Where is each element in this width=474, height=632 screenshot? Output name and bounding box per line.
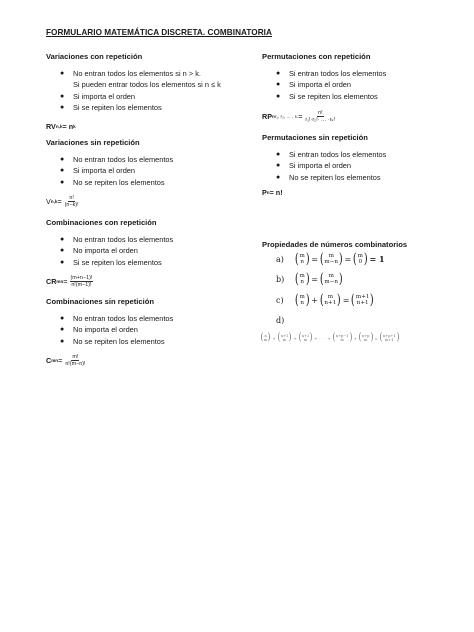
list-item: ● No se repiten los elementos [60, 336, 165, 346]
list-item: ● Si se repiten los elementos [276, 91, 378, 101]
formula-c: C m n = $\frac{m!}{n!(m-n)!}$ [46, 354, 86, 368]
property-c: c) ( m n ) + ( m n+1 ) = ( m+1 n+1 ) [276, 292, 375, 308]
criteria-list [46, 234, 246, 268]
bullet-icon: ● [60, 326, 65, 334]
bullet-icon: ● [276, 173, 281, 181]
list-item: ● Si importa el orden [276, 161, 352, 171]
list-item: ● Si se repiten los elementos [60, 257, 162, 267]
fraction: $\frac{m!}{n!(m-n)!}$ [65, 354, 86, 368]
property-d-row: ( n m ) + ( n+1 m ) + ( n+2 m ) + · · · + ( n+p−1 m ) + ( n+p m ) = ( n+p+1 m+1 ) [260, 332, 400, 343]
formula-v: V n,k = $\frac{n!}{(n-k)!}$ [46, 195, 79, 209]
fraction: $\frac{n!}{(n-k)!}$ [64, 195, 79, 209]
list-item: ● No entran todos los elementos [60, 155, 174, 164]
bullet-icon: ● [276, 92, 281, 100]
bullet-icon: ● [60, 337, 65, 345]
bullet-icon: ● [60, 70, 65, 77]
list-item: ● No entran todos los elementos [60, 235, 174, 244]
bullet-icon: ● [60, 236, 65, 243]
section-heading: Propiedades de números combinatorios [262, 240, 408, 249]
section-permutaciones-con-repeticion [262, 52, 462, 124]
section-variaciones-sin-repeticion [46, 138, 246, 209]
list-item: ● Si entran todos los elementos [276, 150, 387, 159]
page-title: FORMULARIO MATEMÁTICA DISCRETA. COMBINATORIA [46, 28, 272, 37]
fraction: $\frac{(m+n-1)!}{n!(m-1)!}$ [70, 275, 93, 289]
list-item: ● Si importa el orden [276, 80, 352, 90]
formula-cr: CR m n = $\frac{(m+n-1)!}{n!(m-1)!}$ [46, 275, 93, 289]
bullet-icon: ● [60, 167, 65, 175]
bullet-icon: ● [60, 315, 65, 322]
list-item: ● No entran todos los elementos [60, 314, 174, 323]
property-d: d) [276, 316, 285, 325]
section-combinaciones-sin-repeticion [46, 297, 246, 368]
criteria-list [46, 313, 246, 347]
criteria-list [46, 154, 246, 188]
section-heading: Combinaciones con repetición [46, 218, 157, 227]
list-item: ● Si se repiten los elementos [60, 102, 162, 112]
bullet-icon: ● [276, 81, 281, 89]
bullet-icon: ● [276, 70, 281, 77]
formula-rp: RP n r₁, r₂, … , rₖ = $\frac{n!}{\text{r₁!·r₂!· … ·rₖ!}}$ [262, 110, 336, 124]
section-heading: Combinaciones sin repetición [46, 297, 155, 306]
formula-rv: RV n,k = n k [46, 122, 76, 131]
list-item: Si pueden entrar todos los elementos si n ≤ k [73, 80, 221, 90]
bullet-icon: ● [60, 247, 65, 255]
section-propiedades [260, 240, 472, 343]
section-heading: Permutaciones sin repetición [262, 133, 368, 142]
list-item: ● No entran todos los elementos si n > k. [60, 69, 201, 78]
section-combinaciones-con-repeticion [46, 218, 246, 289]
fraction: $\frac{n!}{\text{r₁!·r₂!· … ·rₖ!}}$ [305, 110, 336, 124]
bullet-icon: ● [60, 92, 65, 100]
bullet-icon: ● [276, 151, 281, 158]
bullet-icon: ● [276, 162, 281, 170]
section-heading: Variaciones con repetición [46, 52, 143, 61]
section-variaciones-con-repeticion [46, 52, 246, 131]
criteria-list [46, 68, 246, 113]
section-heading: Variaciones sin repetición [46, 138, 140, 147]
list-item: ● Si importa el orden [60, 166, 136, 176]
list-item: ● No importa el orden [60, 246, 138, 256]
bullet-icon: ● [60, 156, 65, 163]
list-item: ● No importa el orden [60, 325, 138, 335]
property-b: b) ( m n ) = ( m m−n ) [276, 271, 343, 287]
list-item: ● No se repiten los elementos [276, 172, 381, 182]
bullet-icon: ● [60, 258, 65, 266]
bullet-icon: ● [60, 178, 65, 186]
section-permutaciones-sin-repeticion [262, 133, 462, 197]
list-item: ● Si entran todos los elementos [276, 69, 387, 78]
property-a: a) ( m n ) = ( m m−n ) = ( m 0 ) = 1 [276, 251, 385, 267]
criteria-list [262, 68, 462, 102]
list-item: ● No se repiten los elementos [60, 177, 165, 187]
criteria-list [262, 149, 462, 183]
section-heading: Permutaciones con repetición [262, 52, 371, 61]
formula-p: P n = n! [262, 188, 283, 197]
bullet-icon: ● [60, 103, 65, 111]
list-item: ● Si importa el orden [60, 91, 136, 101]
